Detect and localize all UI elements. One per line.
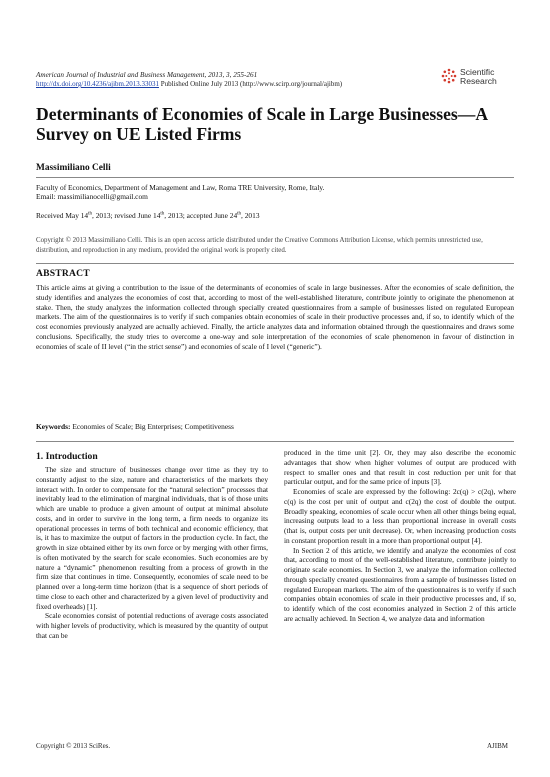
- footer-journal-abbrev: AJIBM: [487, 742, 509, 750]
- body-divider: [36, 441, 514, 442]
- published-online: Published Online July 2013 (http://www.scirp.org/journal/ajibm): [160, 80, 343, 88]
- paragraph: In Section 2 of this article, we identify and analyze the economies of cost that, according to most of the well-established literature, contribute jointly to originate scale economies. In Section 3, we analyze the information collected through specially created questionnaires from a sample of businesses listed on regulated European markets. The aim of the questionnaires is to verify if such companies obtain economies of scale in their productive processes and, if so, to identify which of the cost economies analyzed in Section 2 of this article are actually achieved. In Section 4, we analyze data and information: [284, 545, 516, 623]
- keywords-label: Keywords:: [36, 422, 71, 431]
- doi-link[interactable]: http://dx.doi.org/10.4236/ajibm.2013.33031: [36, 80, 159, 88]
- author-divider: [36, 177, 514, 178]
- author-email[interactable]: Email: massimilianocelli@gmail.com: [36, 192, 148, 202]
- footer-copyright: Copyright © 2013 SciRes.: [36, 742, 111, 750]
- license-statement: Copyright © 2013 Massimiliano Celli. This is an open access article distributed under the Creative Commons Attribution License, which permits unrestricted use, distribution, and reproduction in any medium, provided the original work is properly cited.: [36, 237, 483, 254]
- section-heading-introduction: 1. Introduction: [36, 451, 98, 462]
- journal-doi-line: [36, 80, 342, 88]
- logo-text-research: Research: [460, 76, 497, 86]
- journal-citation: American Journal of Industrial and Business Management, 2013, 3, 255-261: [36, 71, 258, 79]
- publisher-logo: [441, 67, 519, 89]
- left-column: [36, 465, 268, 641]
- paragraph: The size and structure of businesses change over time as they try to constantly adjust to the size, nature and characteristics of the markets they interact with. In order to compensate for the “natural selection” processes that inevitably lead to the elimination of marginal individuals, that is of those units which are unable to produce a given amount of output at minimal absolute costs, and in order to survive in the long term, a firm needs to organize its operational processes in terms of both technical and economic efficiency, that is, it has to maximize the output of factors in the production cycle. In fact, the growth in size obtained either by its own force or by merging with other firms, is often motivated by the search for scale economies. Such economies are by nature a “dynamic” phenomenon resulting from a process of growth in the firm size that continues in time. Consequently, economies of scale need to be planned over a long-term time horizon (that is a sequence of short periods of time close to each other and characterized by a given level of productivity and fixed overheads) [1].: [36, 465, 268, 611]
- logo-text-scientific: Scientific: [460, 67, 495, 77]
- paragraph: Scale economies consist of potential reductions of average costs associated with higher levels of productivity, which is measured by the quantity of output that can be: [36, 611, 268, 640]
- right-column: [284, 448, 516, 624]
- affiliation: Faculty of Economics, Department of Management and Law, Roma TRE University, Rome, Italy.: [36, 183, 325, 192]
- affiliation-block: [36, 183, 514, 202]
- abstract-text: This article aims at giving a contribution to the issue of the determinants of economies of scale in large businesses. After the economies of scale definition, the study identifies and analyzes the economies of cost that, according to most of the well-established literature, contribute jointly to originate the phenomenon at stake. Then, the study analyzes the information collected through specially created questionnaires from a sample of businesses listed on regulated European markets. The aim of the questionnaires is to verify if such companies obtain economies of scale in their productive processes and, if so, to identify which of the cost economies previously analyzed are actually achieved. Finally, the article analyzes data and information obtained through the questionnaires and draws some conclusions. Specifically, the study tries to overcome a one-way and sole interpretation of the economies of scale phenomenon in favour of distinction in economies of scale of II level (“in the strict sense”) and economies of scale of I level (“generic”).: [36, 283, 514, 351]
- keywords-list: Economies of Scale; Big Enterprises; Competitiveness: [70, 422, 234, 431]
- keywords: [36, 422, 514, 431]
- abstract-divider: [36, 263, 514, 264]
- abstract-heading: ABSTRACT: [36, 268, 90, 279]
- scirp-logo-icon: [441, 68, 457, 84]
- article-dates: Received May 14th, 2013; revised June 14th, 2013; accepted June 24th, 2013: [36, 211, 260, 220]
- article-title: Determinants of Economies of Scale in Large Businesses—A Survey on UE Listed Firms: [36, 104, 488, 144]
- paragraph: Economies of scale are expressed by the following: 2c(q) > c(2q), where c(q) is the cost per unit of output and c(2q) the cost of double the output. Broadly speaking, economies of scale occur when all other things being equal, increasing outputs lead to a less than proportional increase in overall costs (that is, output costs per unit decrease). Or, when increasing production costs in constant proportion result in a more than proportional output [4].: [284, 487, 516, 545]
- author-name: Massimiliano Celli: [36, 163, 111, 173]
- paragraph: produced in the time unit [2]. Or, they may also describe the economic advantages that show when higher volumes of output are produced with respect to smaller ones and that result in cost reduction per unit for that particular output, and for the same price of inputs [3].: [284, 448, 516, 487]
